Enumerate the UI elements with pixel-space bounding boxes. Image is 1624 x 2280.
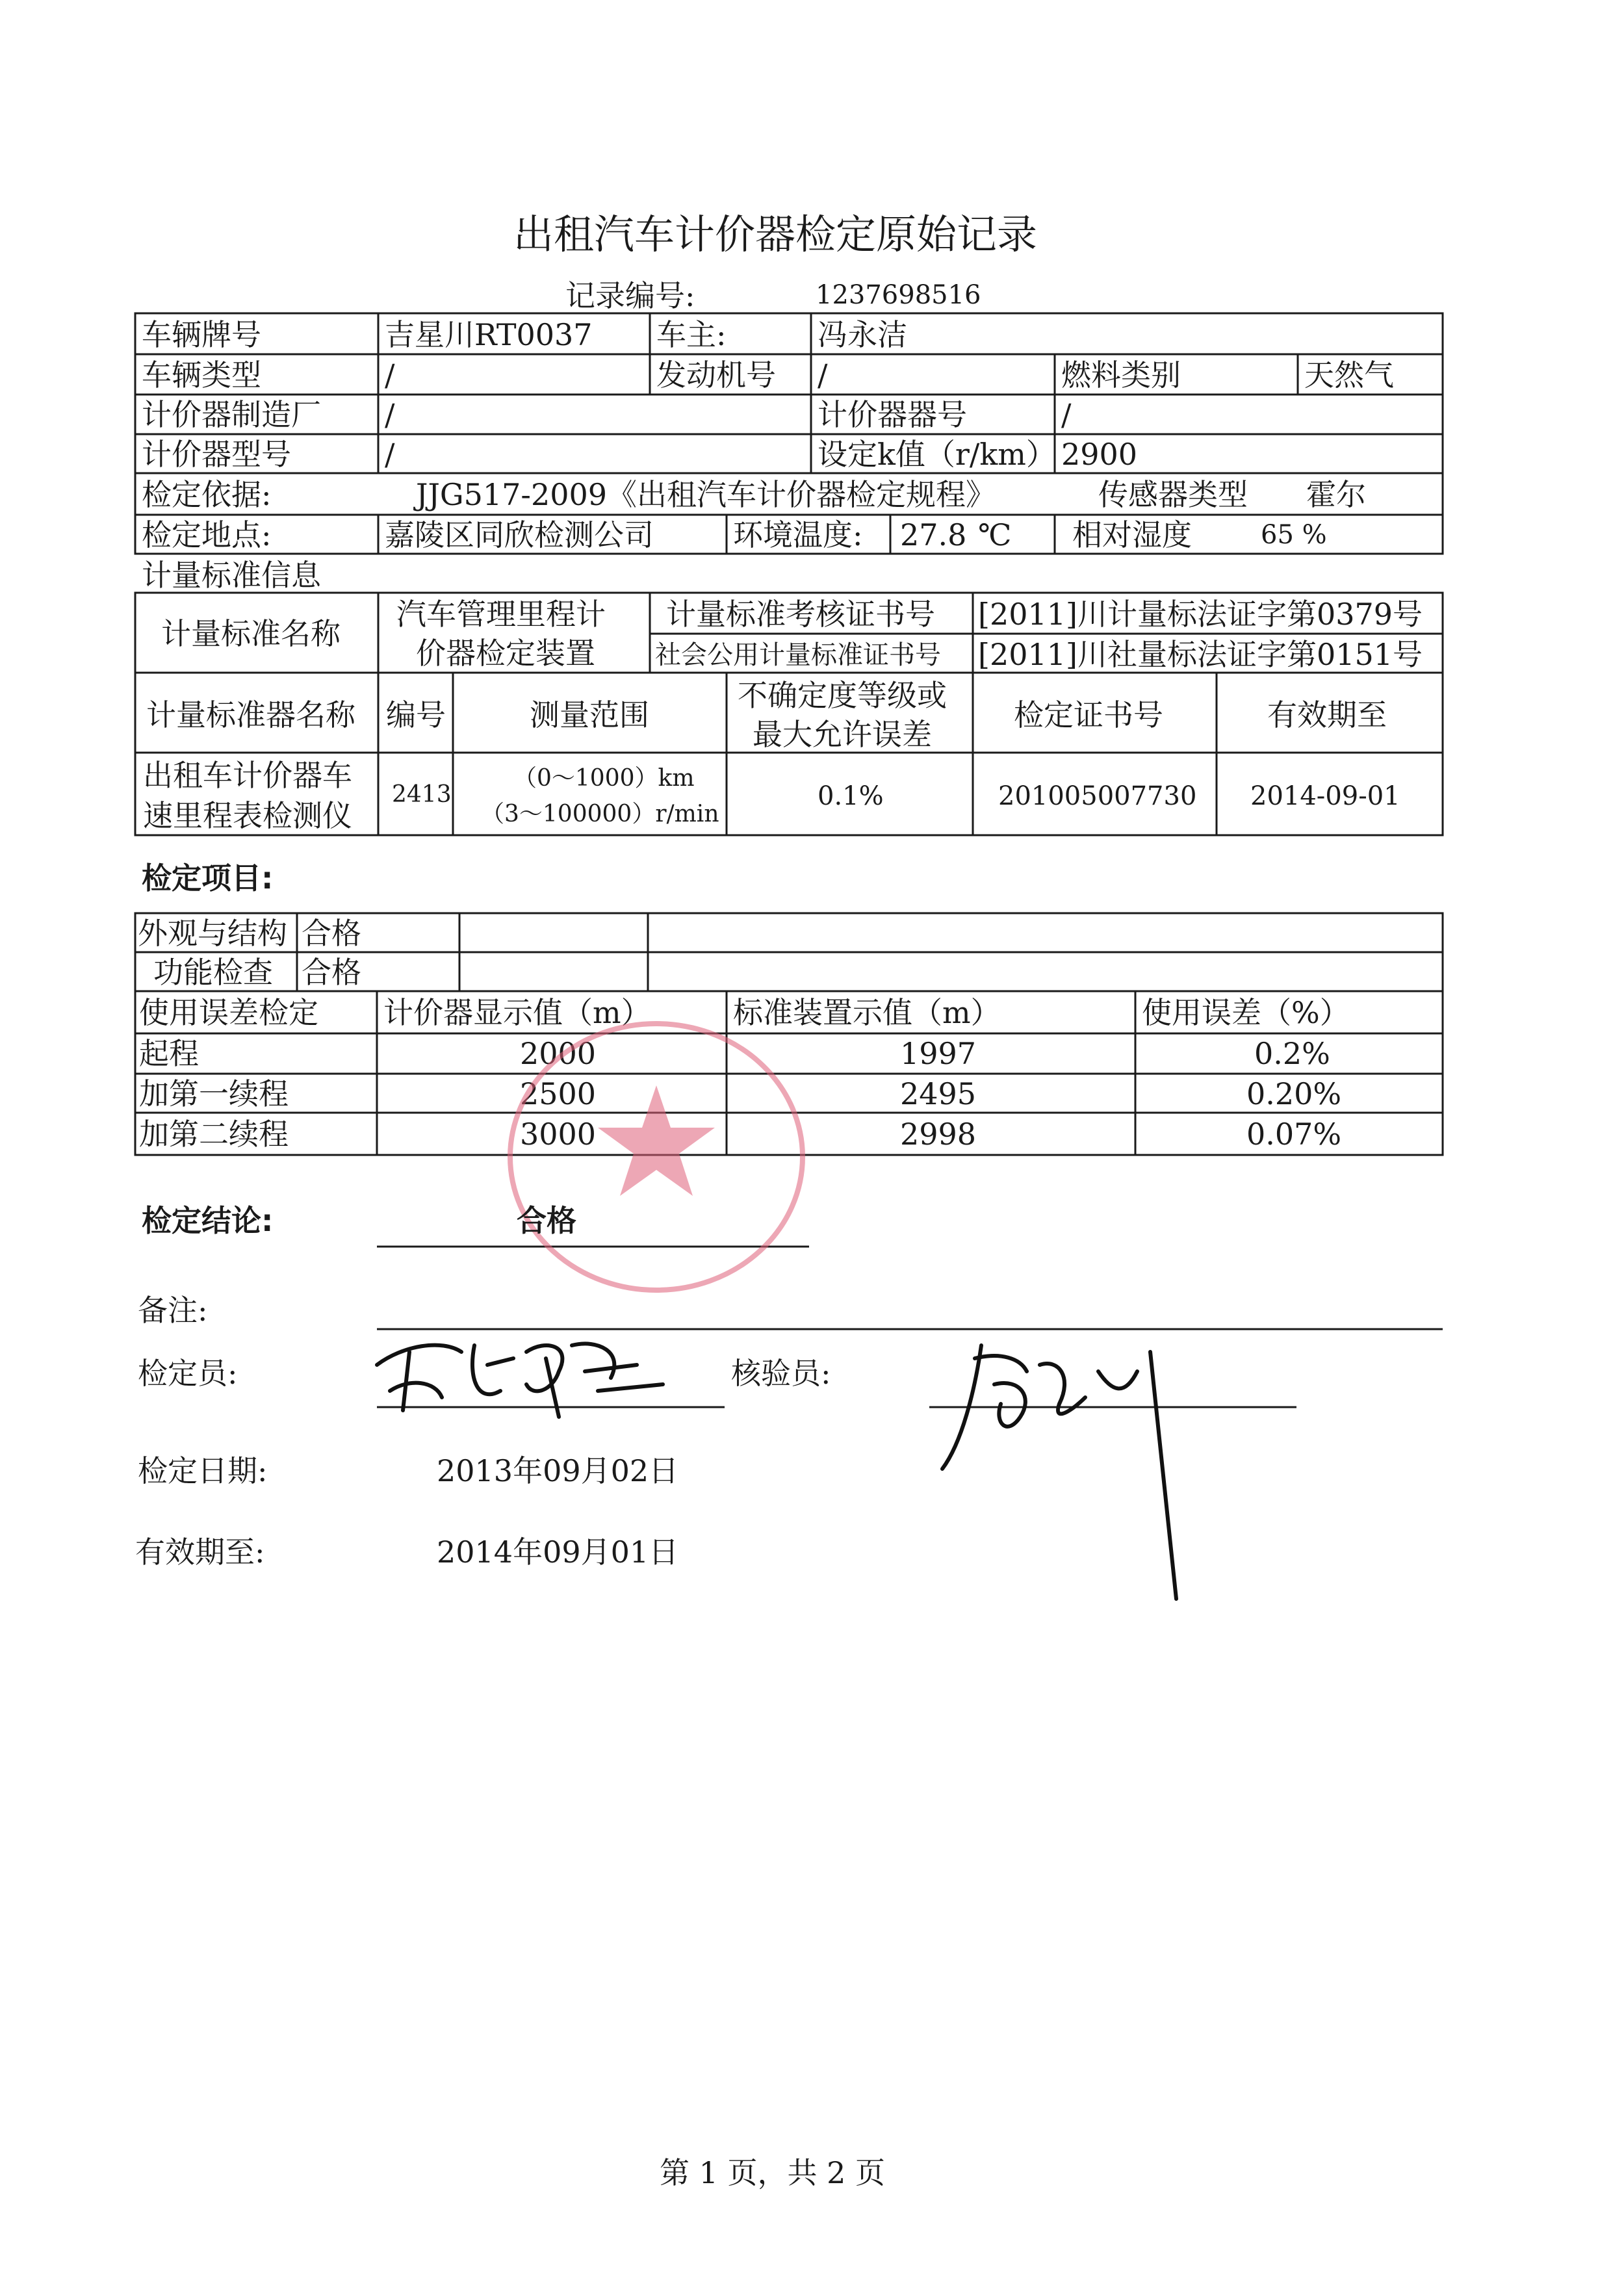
function-value: 合格 — [302, 955, 361, 990]
instrument-cert-header: 检定证书号 — [1014, 697, 1163, 732]
meter-no-value: / — [1061, 397, 1072, 432]
table-row-1-err: 0.20% — [1246, 1076, 1342, 1111]
place-label: 检定地点: — [142, 517, 272, 552]
humidity-label: 相对湿度 — [1072, 517, 1192, 552]
table-row-2-err: 0.07% — [1246, 1117, 1342, 1152]
temp-unit: ℃ — [978, 517, 1012, 552]
place-value: 嘉陵区同欣检测公司 — [385, 517, 654, 552]
fuel-label: 燃料类别 — [1061, 357, 1181, 393]
checker-label: 核验员: — [731, 1356, 831, 1391]
table-row-0-name: 起程 — [139, 1036, 199, 1071]
cert2-value: [2011]川社量标法证字第0151号 — [978, 637, 1423, 672]
error-header-4: 使用误差（%） — [1142, 995, 1350, 1030]
vehicle-type-label: 车辆类型 — [142, 357, 261, 393]
table-row-2-meter: 3000 — [520, 1117, 597, 1152]
instrument-name-header: 计量标准器名称 — [146, 697, 355, 732]
owner-label: 车主: — [656, 317, 727, 352]
sensor-value: 霍尔 — [1306, 477, 1366, 512]
page-footer: 第 1 页，共 2 页 — [660, 2155, 886, 2190]
appearance-value: 合格 — [302, 916, 361, 951]
model-label: 计价器型号 — [142, 437, 291, 472]
instrument-range-2: （3～100000）r/min — [481, 801, 719, 827]
vehicle-type-value: / — [385, 357, 395, 393]
k-value: 2900 — [1061, 437, 1138, 472]
cert1-value: [2011]川计量标法证字第0379号 — [978, 597, 1423, 632]
plate-label: 车辆牌号 — [142, 317, 261, 352]
valid-until-value: 2014年09月01日 — [437, 1535, 679, 1570]
standard-name-label: 计量标准名称 — [161, 616, 341, 651]
instrument-name-1: 出租车计价器车 — [143, 758, 352, 793]
valid-until-label: 有效期至: — [135, 1535, 265, 1570]
standard-name-line1: 汽车管理里程计 — [396, 597, 606, 632]
basis-value: JJG517-2009《出租汽车计价器检定规程》 — [416, 477, 996, 512]
document-title: 出租汽车计价器检定原始记录 — [513, 211, 1038, 258]
table-row-0-meter: 2000 — [520, 1036, 597, 1071]
official-seal-stamp — [500, 1014, 812, 1300]
instrument-no-header: 编号 — [386, 697, 446, 732]
error-header-1: 使用误差检定 — [139, 995, 318, 1030]
engine-value: / — [818, 357, 828, 393]
instrument-no: 2413 — [392, 781, 452, 808]
error-header-2: 计价器显示值（m） — [383, 995, 651, 1030]
table-row-2-std: 2998 — [900, 1117, 977, 1152]
meter-no-label: 计价器器号 — [818, 397, 967, 432]
maker-value: / — [385, 397, 395, 432]
instrument-uncert-header-1: 不确定度等级或 — [738, 678, 947, 713]
owner-value: 冯永洁 — [818, 317, 907, 352]
cert2-label: 社会公用计量标准证书号 — [655, 640, 941, 670]
items-heading: 检定项目: — [142, 861, 274, 896]
standard-section-label: 计量标准信息 — [142, 558, 321, 593]
k-value-label: 设定k值（r/km） — [818, 437, 1056, 472]
temp-value: 27.8 — [900, 517, 967, 552]
maker-label: 计价器制造厂 — [142, 397, 321, 432]
fuel-value: 天然气 — [1304, 357, 1394, 393]
engine-label: 发动机号 — [656, 357, 776, 393]
date-label: 检定日期: — [138, 1453, 268, 1488]
sensor-label: 传感器类型 — [1098, 477, 1248, 512]
model-value: / — [385, 437, 395, 472]
plate-value: 吉星川RT0037 — [385, 317, 593, 352]
table-row-2-name: 加第二续程 — [139, 1117, 289, 1152]
table-row-1-meter: 2500 — [520, 1076, 597, 1111]
record-number-label: 记录编号: — [565, 278, 695, 313]
record-number-value: 1237698516 — [816, 280, 981, 310]
instrument-uncert-header-2: 最大允许误差 — [753, 717, 932, 752]
table-row-0-std: 1997 — [900, 1036, 977, 1071]
instrument-valid-header: 有效期至 — [1267, 697, 1387, 732]
table-row-1-std: 2495 — [900, 1076, 977, 1111]
instrument-name-2: 速里程表检测仪 — [143, 798, 352, 833]
cert1-label: 计量标准考核证书号 — [666, 597, 935, 632]
conclusion-label: 检定结论: — [142, 1203, 274, 1238]
date-value: 2013年09月02日 — [437, 1453, 679, 1488]
instrument-cert: 201005007730 — [998, 781, 1197, 811]
instrument-uncert: 0.1% — [818, 781, 884, 811]
instrument-valid: 2014-09-01 — [1250, 781, 1400, 811]
standard-name-line2: 价器检定装置 — [416, 636, 595, 671]
humidity-value: 65 % — [1261, 520, 1327, 550]
function-label: 功能检查 — [153, 955, 273, 990]
instrument-range-header: 测量范围 — [530, 697, 649, 732]
conclusion-value: 合格 — [517, 1203, 576, 1238]
basis-label: 检定依据: — [142, 477, 272, 512]
appearance-label: 外观与结构 — [138, 916, 287, 951]
inspector-signature — [364, 1319, 676, 1430]
checker-signature — [929, 1332, 1235, 1612]
table-row-0-err: 0.2% — [1254, 1036, 1330, 1071]
error-header-3: 标准装置示值（m） — [733, 995, 1001, 1030]
remark-label: 备注: — [138, 1293, 208, 1328]
table-row-1-name: 加第一续程 — [139, 1076, 289, 1111]
temp-label: 环境温度: — [733, 517, 863, 552]
instrument-range-1: （0～1000）km — [513, 765, 695, 792]
inspector-label: 检定员: — [138, 1356, 238, 1391]
